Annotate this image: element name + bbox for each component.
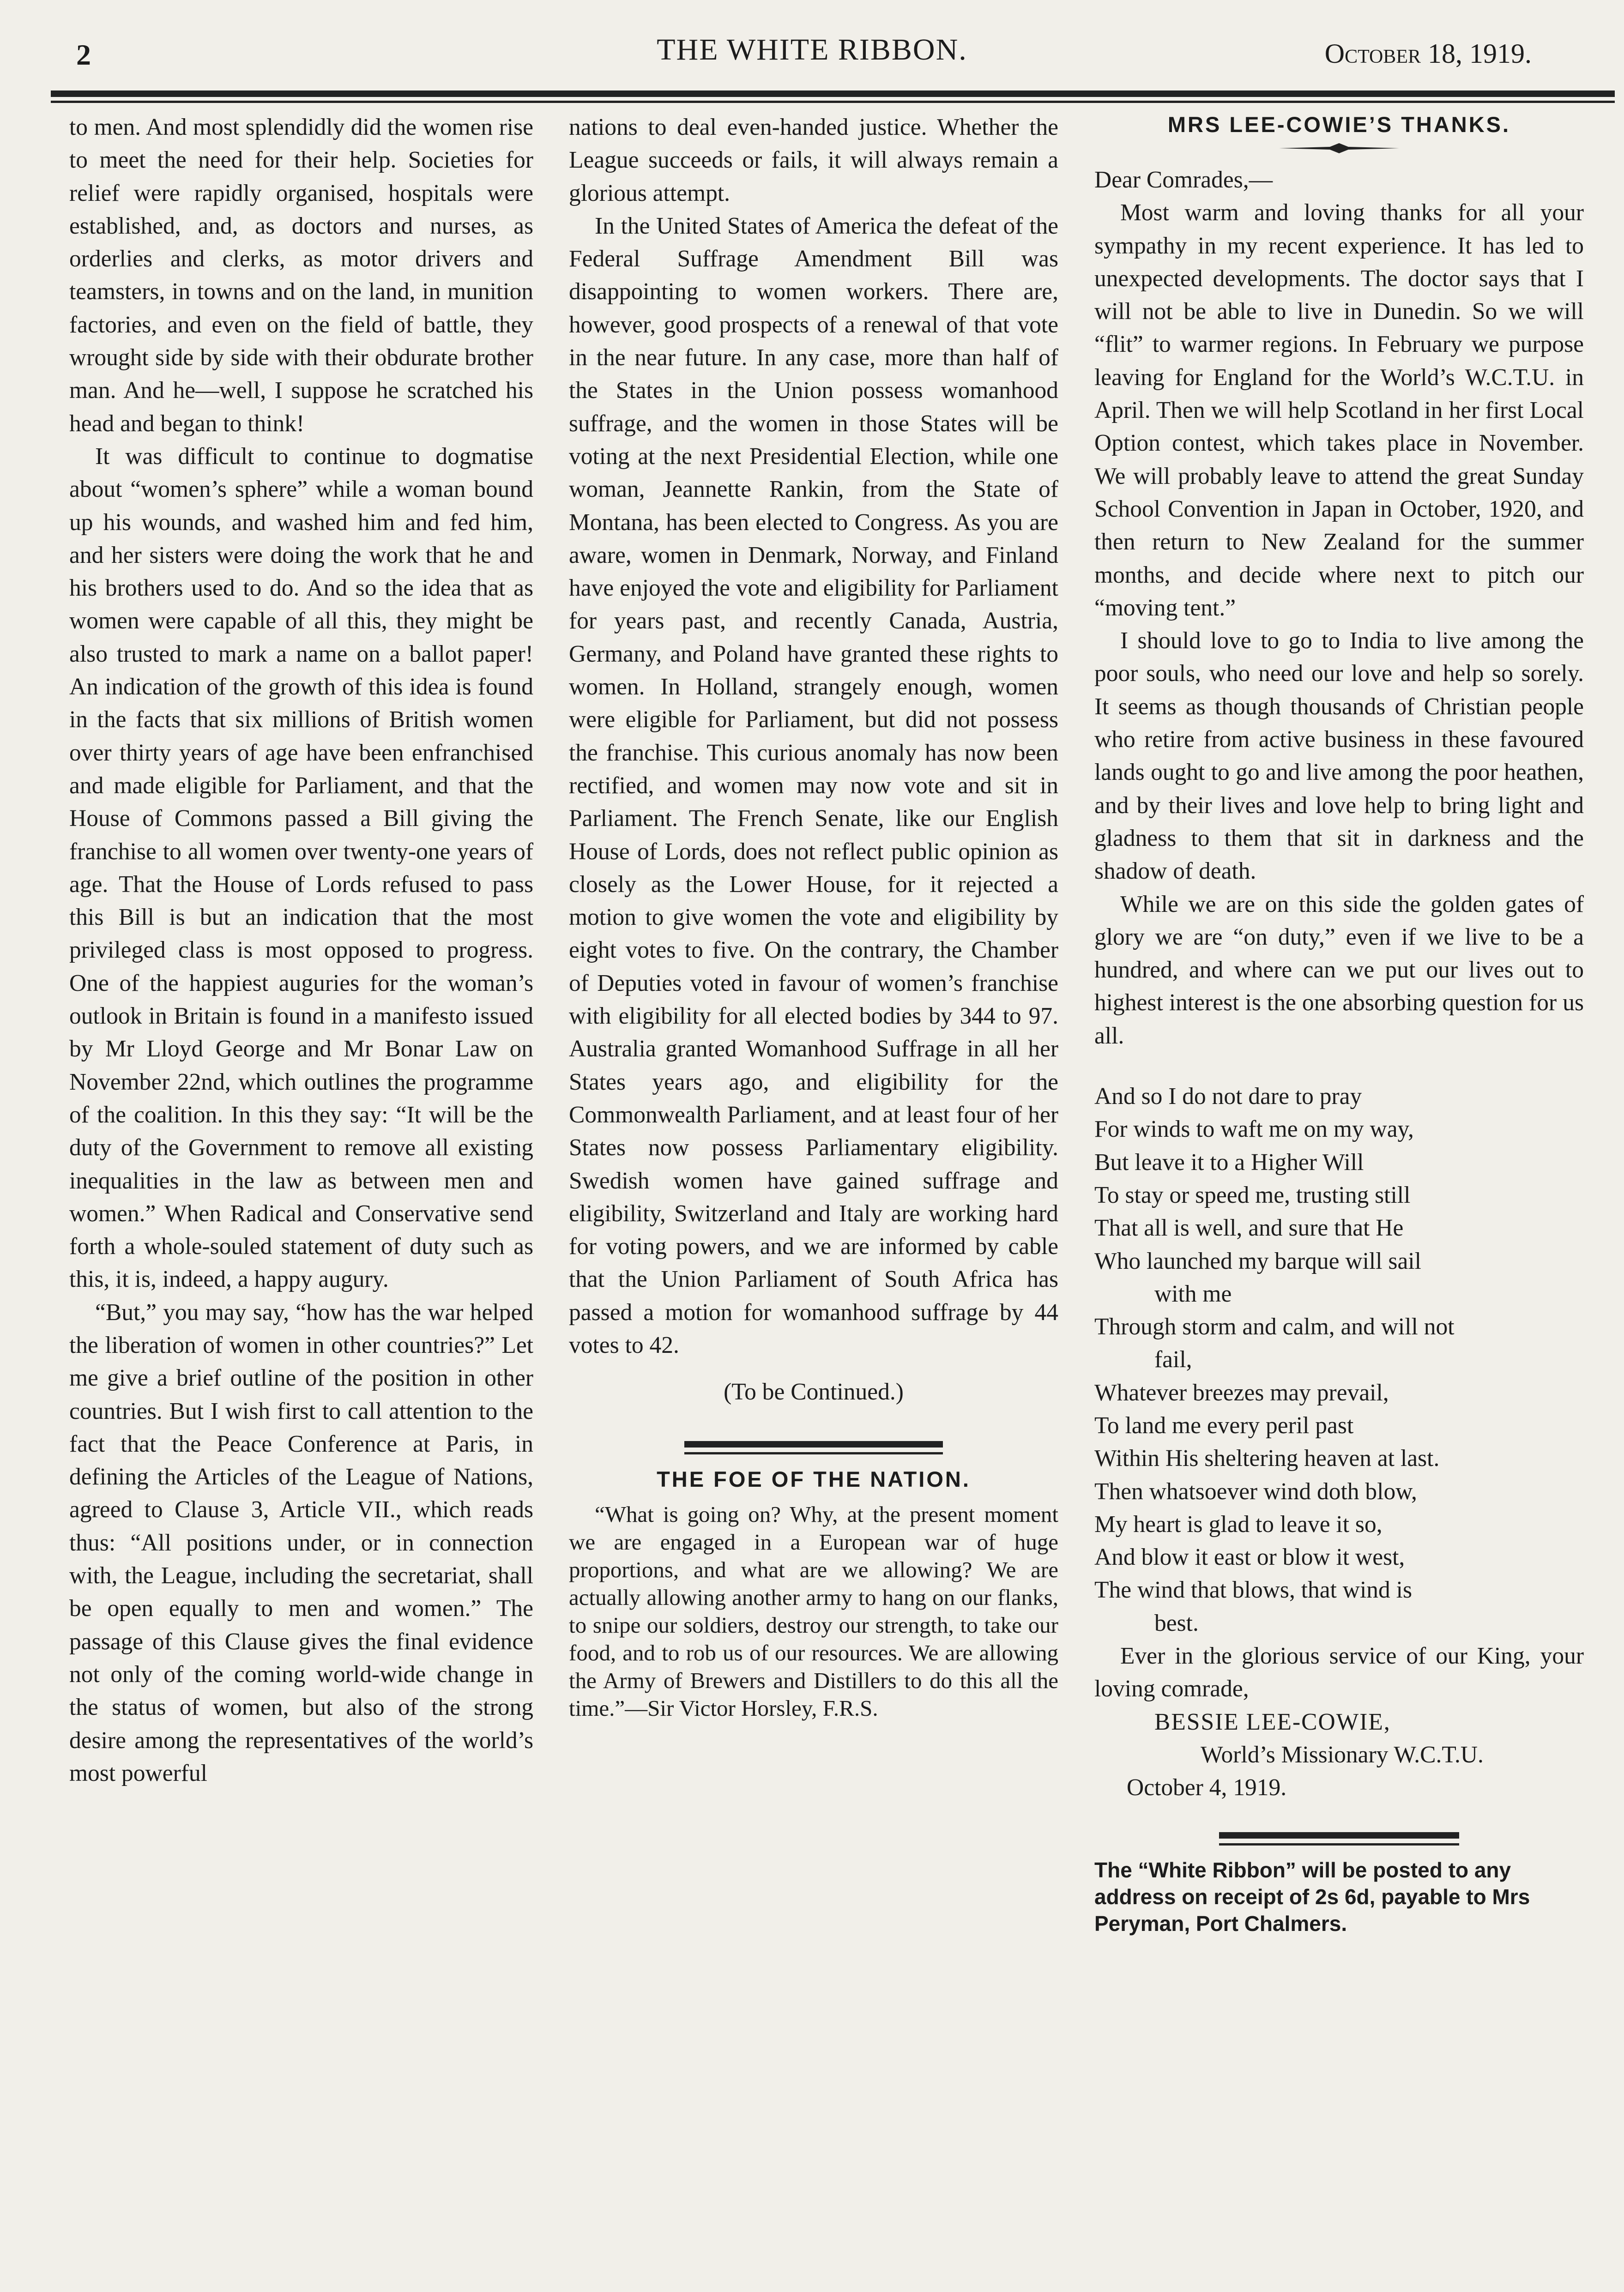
signature-title: World’s Missionary W.C.T.U.: [1201, 1741, 1484, 1768]
poem-line: To stay or speed me, trusting still: [1094, 1182, 1411, 1208]
col2-paragraph-1: nations to deal even-handed justice. Whether the League succeeds or fails, it will always remain a glorious attempt.: [569, 114, 1058, 206]
poem: [1094, 1080, 1584, 1640]
page-header: [0, 0, 1624, 106]
section-divider: [684, 1441, 943, 1454]
signature-block: [1094, 1706, 1584, 1804]
thanks-heading: MRS LEE-COWIE’S THANKS.: [1167, 112, 1511, 137]
column-1: [69, 111, 533, 1790]
col3-paragraph-3: While we are on this side the golden gates of glory we are “on duty,” even if we live to be a hundred, and where can we put our lives out to highest interest is the one absorbing question for us all.: [1094, 891, 1584, 1049]
poem-line: For winds to waft me on my way,: [1094, 1116, 1414, 1143]
signature-date: October 4, 1919.: [1127, 1774, 1287, 1801]
poem-line: Who launched my barque will sail: [1094, 1248, 1421, 1274]
col2-paragraph-2: In the United States of America the defeat of the Federal Suffrage Amendment Bill was disappointing to women workers. There are, however, good prospects of a renewal of that vote in the near future. In any case, more than half of the States in the Union possess womanhood suffrage, and the women in those States will be voting at the next Presidential Election, while one woman, Jeannette Rankin, from the State of Montana, has been elected to Congress. As you are aware, women in Denmark, Norway, and Finland have enjoyed the vote and eligibility for Parliament for years past, and recently Canada, Austria, Germany, and Poland have granted these rights to women. In Holland, strangely enough, women were eligible for Parliament, but did not possess the franchise. This curious anomaly has now been rectified, and women may now vote and sit in Parliament. The French Senate, like our English House of Lords, does not reflect public opinion as closely as the Lower House, for it rejected a motion to give women the vote and eligibility by eight votes to five. On the contrary, the Chamber of Deputies voted in favour of women’s franchise with eligibility for all elected bodies by 344 to 97. Australia granted Womanhood Suffrage in all her States years ago, and eligibility for the Commonwealth Parliament, and at least four of her States now possess Parliamentary eligibility. Swedish women have gained suffrage and eligibility, Switzerland and Italy are working hard for voting powers, and we are informed by cable that the Union Parliament of South Africa has passed a motion for womanhood suffrage by 44 votes to 42.: [569, 212, 1058, 1358]
masthead: THE WHITE RIBBON.: [657, 33, 967, 66]
closing: Ever in the glorious service of our King, your loving comrade,: [1094, 1643, 1584, 1702]
poem-line: with me: [1154, 1280, 1232, 1307]
to-be-continued: (To be Continued.): [724, 1379, 904, 1405]
ornament-divider-icon: [1279, 141, 1399, 155]
poem-line: And so I do not dare to pray: [1094, 1083, 1362, 1110]
col1-paragraph-2: It was difficult to continue to dogmatise about “women’s sphere” while a woman bound up his wounds, and washed him and fed him, and her sisters were doing the work that he and his brothers used to do. And so the idea that as women were capable of all this, they might be also trusted to mark a name on a ballot paper! An indication of the growth of this idea is found in the facts that six millions of British women over thirty years of age have been enfranchised and made eligible for Parliament, and that the House of Commons passed a Bill giving the franchise to all women over twenty-one years of age. That the House of Lords refused to pass this Bill is but an indication that the most privileged class is most opposed to progress. One of the happiest auguries for the woman’s outlook in Britain is found in a manifesto issued by Mr Lloyd George and Mr Bonar Law on November 22nd, which outlines the programme of the coalition. In this they say: “It will be the duty of the Government to remove all existing inequalities in the law as between men and women.” When Radical and Conservative send forth a whole-souled statement of duty such as this, it is, indeed, a happy augury.: [69, 443, 533, 1293]
foe-quote: “What is going on? Why, at the present moment we are engaged in a European war of huge proportions, and what are we allowing? We are actually allowing another army to hang on our flanks, to snipe our soldiers, destroy our strength, to take our food, and to rob us of our resources. We are allowing the Army of Brewers and Distillers to do this all the time.”—Sir Victor Horsley, F.R.S.: [569, 1501, 1058, 1721]
signature-name: BESSIE LEE-COWIE,: [1154, 1708, 1391, 1735]
header-rule-thin: [51, 101, 1615, 103]
poem-line: Within His sheltering heaven at last.: [1094, 1445, 1440, 1472]
poem-line: Then whatsoever wind doth blow,: [1094, 1478, 1417, 1505]
subscription-notice: The “White Ribbon” will be posted to any address on receipt of 2s 6d, payable to Mrs Peryman, Port Chalmers.: [1094, 1858, 1530, 1936]
poem-line: And blow it east or blow it west,: [1094, 1544, 1405, 1571]
poem-line: But leave it to a Higher Will: [1094, 1149, 1364, 1176]
poem-line: To land me every peril past: [1094, 1412, 1354, 1439]
issue-date: October 18, 1919.: [1324, 38, 1532, 69]
poem-line: The wind that blows, that wind is: [1094, 1577, 1413, 1604]
notice-divider: [1219, 1832, 1459, 1846]
poem-line: best.: [1154, 1610, 1199, 1636]
col3-paragraph-1: Most warm and loving thanks for all your sympathy in my recent experience. It has led to unexpected developments. The doctor says that I will not be able to live in Dunedin. So we will “flit” to warmer regions. In February we purpose leaving for England for the World’s W.C.T.U. in April. Then we will help Scotland in her first Local Option contest, which takes place in November. We will probably leave to attend the great Sunday School Convention in Japan in October, 1920, and then return to New Zealand for the summer months, and decide where next to pitch our “moving tent.”: [1094, 199, 1584, 621]
poem-line: fail,: [1154, 1346, 1192, 1373]
header-rule-thick: [51, 90, 1615, 97]
foe-heading: THE FOE OF THE NATION.: [657, 1466, 971, 1491]
col1-paragraph-3: “But,” you may say, “how has the war helped the liberation of women in other countries?” Let me give a brief outline of the position in other countries. But I wish first to call attention to the fact that the Peace Conference at Paris, in defining the Articles of the League of Nations, agreed to Clause 3, Article VII., which reads thus: “All positions under, or in connection with, the League, including the secretariat, shall be open equally to men and women.” The passage of this Clause gives the final evidence not only of the coming world-wide change in the status of women, but also of the strong desire among the representatives of the world’s most powerful: [69, 1299, 533, 1786]
column-2: [569, 111, 1058, 1722]
poem-line: Through storm and calm, and will not: [1094, 1314, 1455, 1340]
col3-paragraph-2: I should love to go to India to live among the poor souls, who need our love and help so sorely. It seems as though thousands of Christian people who retire from active business in these favoured lands ought to go and live among the poor heathen, and by their lives and love help to bring light and gladness to them that sit in darkness and the shadow of death.: [1094, 627, 1584, 885]
col1-paragraph-1: to men. And most splendidly did the women rise to meet the need for their help. Societies for relief were rapidly organised, hospitals were established, and, as doctors and nurses, as orderlies and clerks, as motor drivers and teamsters, in towns and on the land, in munition factories, and even on the field of battle, they wrought side by side with their obdurate brother man. And he—well, I suppose he scratched his head and began to think!: [69, 114, 533, 437]
page-number: 2: [76, 38, 91, 71]
poem-line: That all is well, and sure that He: [1094, 1215, 1404, 1242]
poem-line: Whatever breezes may prevail,: [1094, 1379, 1389, 1406]
salutation: Dear Comrades,—: [1094, 167, 1273, 193]
poem-line: My heart is glad to leave it so,: [1094, 1511, 1383, 1538]
column-3: [1094, 111, 1584, 1937]
